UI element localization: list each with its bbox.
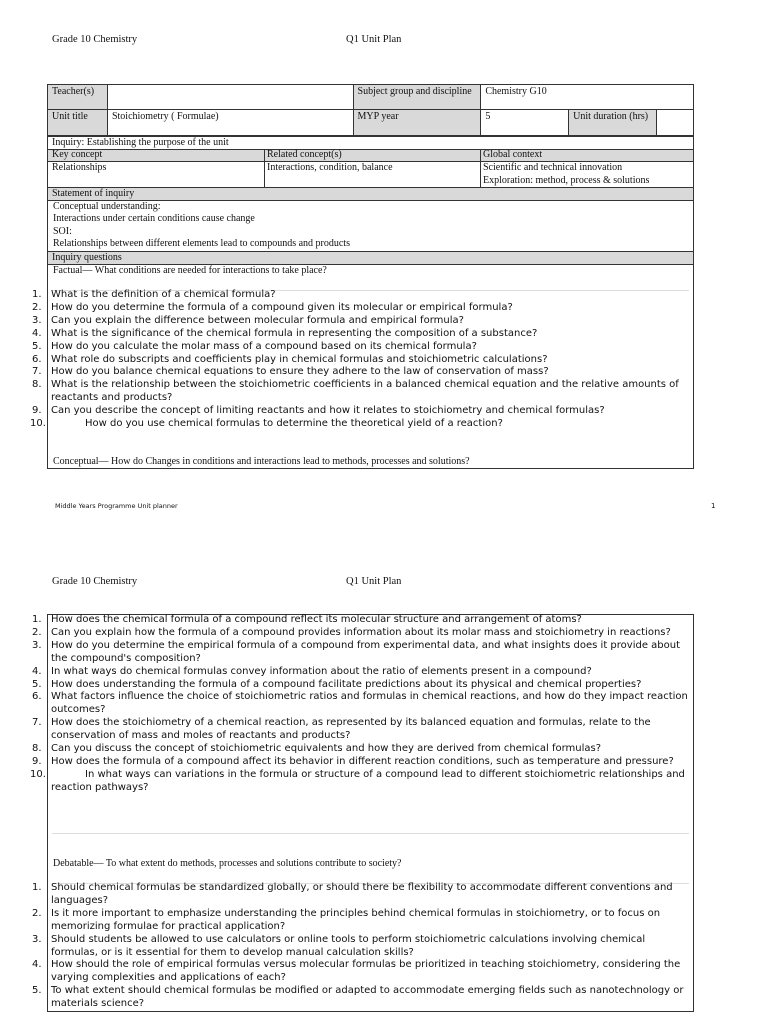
list-item: 3. Should students be allowed to use calculators or online tools to perform stoichiometric calculations involving chemical formulas, or is it essential for them to develop manual calculation skills? xyxy=(32,933,646,958)
conceptual-heading: Conceptual— How do Changes in conditions and interactions lead to methods, processes and solutions? xyxy=(53,456,470,467)
subject-value: Chemistry G10 xyxy=(481,85,694,110)
list-item: 5. How does understanding the formula of a compound facilitate predictions about its physical and chemical properties? xyxy=(32,678,642,690)
key-concept-label: Key concept xyxy=(52,149,103,160)
conceptual-understanding-value: Interactions under certain conditions cause change xyxy=(53,213,255,224)
debatable-heading: Debatable— To what extent do methods, processes and solutions contribute to society? xyxy=(53,858,402,869)
divider xyxy=(52,833,689,834)
debatable-questions-list xyxy=(0,882,690,1011)
inquiry-questions-label: Inquiry questions xyxy=(48,251,693,265)
list-item: 8. Can you discuss the concept of stoichiometric equivalents and how they are derived from chemical formulas? xyxy=(32,743,602,755)
list-item: 1. Should chemical formulas be standardized globally, or should there be flexibility to accommodate different conventions and languages? xyxy=(32,882,673,906)
col-divider-2 xyxy=(480,149,481,187)
concepts-header-row xyxy=(48,149,693,162)
list-item: 1. How does the chemical formula of a compound reflect its molecular structure and arrangement of atoms? xyxy=(32,614,582,625)
list-item: 5. To what extent should chemical formulas be modified or adapted to accommodate emerging fields such as nanotechnology or materials science? xyxy=(32,985,684,1010)
related-concepts-label: Related concept(s) xyxy=(267,149,342,160)
factual-questions-list xyxy=(0,289,690,431)
list-item: 2. How do you determine the formula of a compound given its molecular or empirical formula? xyxy=(32,301,513,313)
soi-label: SOI: xyxy=(53,226,72,237)
myp-year-value: 5 xyxy=(481,110,569,136)
global-context-value-1: Scientific and technical innovation xyxy=(483,162,623,173)
page1-footer-page-number: 1 xyxy=(711,502,716,510)
teacher-label: Teacher(s) xyxy=(48,85,108,110)
list-item: 5. How do you calculate the molar mass of a compound based on its chemical formula? xyxy=(32,340,477,352)
list-item: 3. Can you explain the difference between molecular formula and empirical formula? xyxy=(32,314,464,326)
page2-header-left: Grade 10 Chemistry xyxy=(52,576,138,587)
unit-info-table xyxy=(47,84,694,136)
myp-year-label: MYP year xyxy=(353,110,481,136)
list-item: 6. What role do subscripts and coefficients play in chemical formulas and stoichiometric calculations? xyxy=(32,353,548,365)
list-item: 10. In what ways can variations in the formula or structure of a compound lead to different stoichiometric relationships and reaction pathways? xyxy=(30,768,685,793)
page1-header-center: Q1 Unit Plan xyxy=(346,34,402,45)
unit-title-label: Unit title xyxy=(48,110,108,136)
page2-header-center: Q1 Unit Plan xyxy=(346,576,402,587)
unit-title-value: Stoichiometry ( Formulae) xyxy=(107,110,353,136)
list-item: 10. How do you use chemical formulas to determine the theoretical yield of a reaction? xyxy=(30,418,503,430)
duration-value xyxy=(657,110,694,136)
list-item: 7. How do you balance chemical equations to ensure they adhere to the law of conservation of mass? xyxy=(32,366,549,378)
list-item: 2. Is it more important to emphasize understanding the principles behind chemical formulas in stoichiometry, or to focus on memorizing formulae for practical application? xyxy=(32,907,661,932)
list-item: 4. What is the significance of the chemical formula in representing the composition of a substance? xyxy=(32,327,538,339)
subject-label: Subject group and discipline xyxy=(353,85,481,110)
list-item: 1. What is the definition of a chemical formula? xyxy=(32,289,276,300)
inquiry-heading: Inquiry: Establishing the purpose of the unit xyxy=(52,137,229,148)
page1-footer-left: Middle Years Programme Unit planner xyxy=(55,502,178,510)
list-item: 4. How should the role of empirical formulas versus molecular formulas be prioritized in teaching stoichiometry, considering the varying complexities and applications of each? xyxy=(32,959,681,984)
page1-header-left: Grade 10 Chemistry xyxy=(52,34,138,45)
duration-label: Unit duration (hrs) xyxy=(569,110,657,136)
list-item: 9. How does the formula of a compound affect its behavior in different reaction conditions, such as temperature and pressure? xyxy=(32,755,674,767)
soi-value: Relationships between different elements lead to compounds and products xyxy=(53,238,350,249)
global-context-label: Global context xyxy=(483,149,543,160)
list-item: 6. What factors influence the choice of stoichiometric ratios and formulas in chemical reactions, and how do they impact reaction outcomes? xyxy=(32,691,688,716)
teacher-value xyxy=(107,85,353,110)
list-item: 8. What is the relationship between the stoichiometric coefficients in a balanced chemical equation and the relative amounts of reactants and products? xyxy=(32,379,679,404)
col-divider-1 xyxy=(264,149,265,187)
conceptual-understanding-label: Conceptual understanding: xyxy=(53,201,161,212)
related-concepts-value: Interactions, condition, balance xyxy=(267,162,393,173)
factual-heading: Factual— What conditions are needed for interactions to take place? xyxy=(53,265,327,276)
list-item: 3. How do you determine the empirical formula of a compound from experimental data, and what insights does it provide about the compound's composition? xyxy=(32,639,681,664)
list-item: 7. How does the stoichiometry of a chemical reaction, as represented by its balanced equation and formulas, relate to the conservation of mass and moles of reactants and products? xyxy=(32,717,651,742)
key-concept-value: Relationships xyxy=(52,162,107,173)
statement-of-inquiry-label: Statement of inquiry xyxy=(48,187,693,201)
list-item: 9. Can you describe the concept of limiting reactants and how it relates to stoichiometry and chemical formulas? xyxy=(32,405,605,417)
list-item: 4. In what ways do chemical formulas convey information about the ratio of elements present in a compound? xyxy=(32,665,592,677)
global-context-value-2: Exploration: method, process & solutions xyxy=(483,175,650,186)
list-item: 2. Can you explain how the formula of a compound provides information about its molar mass and stoichiometry in reactions? xyxy=(32,626,671,638)
conceptual-questions-list xyxy=(0,614,690,795)
